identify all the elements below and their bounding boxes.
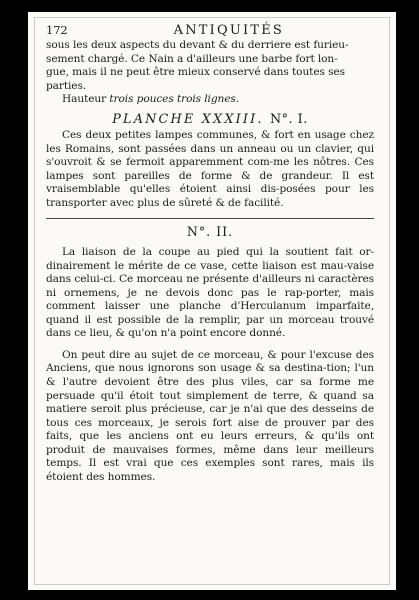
book-page: [28, 12, 396, 590]
page-text-block: [46, 24, 374, 484]
height-label: Hauteur: [62, 93, 107, 106]
running-head: ANTIQUITÉS: [173, 23, 284, 38]
plate-description: Ces deux petites lampes communes, & fort en usage chez les Romains, sont passées dans un anneau ou un clavier, qui s'ouvroit & se fermoit apparemment com-me les nôtres. Ces lampes sont pareilles de forme & de grandeur. Il est vraisemblable qu'elles étoient ainsi dis-posées pour les transporter avec plus de sûreté & de facilité.: [46, 129, 374, 210]
section-rule: [46, 218, 374, 219]
plate-item-number: N°. I.: [269, 111, 308, 127]
page-number: 172: [46, 23, 68, 37]
plate-title: PLANCHE XXXIII.: [112, 111, 264, 127]
height-value: trois pouces trois lignes.: [109, 93, 240, 106]
plate-heading: [46, 113, 374, 127]
continued-paragraph: [46, 39, 374, 93]
item-heading-2: N°. II.: [186, 223, 234, 239]
text-line: sous les deux aspects du devant & du derriere est furieu-: [46, 39, 349, 51]
height-note: [46, 93, 374, 107]
text-line: sement chargé. Ce Nain a d'ailleurs une barbe fort lon-: [46, 52, 338, 65]
paragraph-1: La liaison de la coupe au pied qui la soutient fait or-dinairement le mérite de ce vase, cette liaison est mau-vaise dans celui-ci. Ce morceau ne présente d'ailleurs ni caractères ni ornemens, je ne devois donc pas le rap-porter, mais comment laisser une planche d'Herculanum imparfaite, quand il est possible de la remplir, par un morceau trouvé dans ce lieu, & qu'on n'a point encore donné.: [46, 246, 374, 340]
page-header: [46, 24, 374, 40]
paragraph-2: On peut dire au sujet de ce morceau, & pour l'excuse des Anciens, que nous ignorons son usage & sa destina-tion; l'un & l'autre devoient être des plus viles, car sa forme me persuade qu'il étoit tout simplement de terre, & quand sa matiere seroit plus précieuse, car je n'ai que des desseins de tous ces morceaux, je serois fort aise de prouver par des faits, que les anciens ont eu leurs erreurs, & qu'ils ont produit de mauvaises formes, même dans leur meilleurs temps. Il est vrai que ces exemples sont rares, mais ils étoient des hommes.: [46, 348, 374, 483]
paragraph-gap: [46, 341, 374, 349]
text-line: parties.: [46, 79, 87, 92]
text-line: gue, mais il ne peut être mieux conservé dans toutes ses: [46, 66, 345, 79]
